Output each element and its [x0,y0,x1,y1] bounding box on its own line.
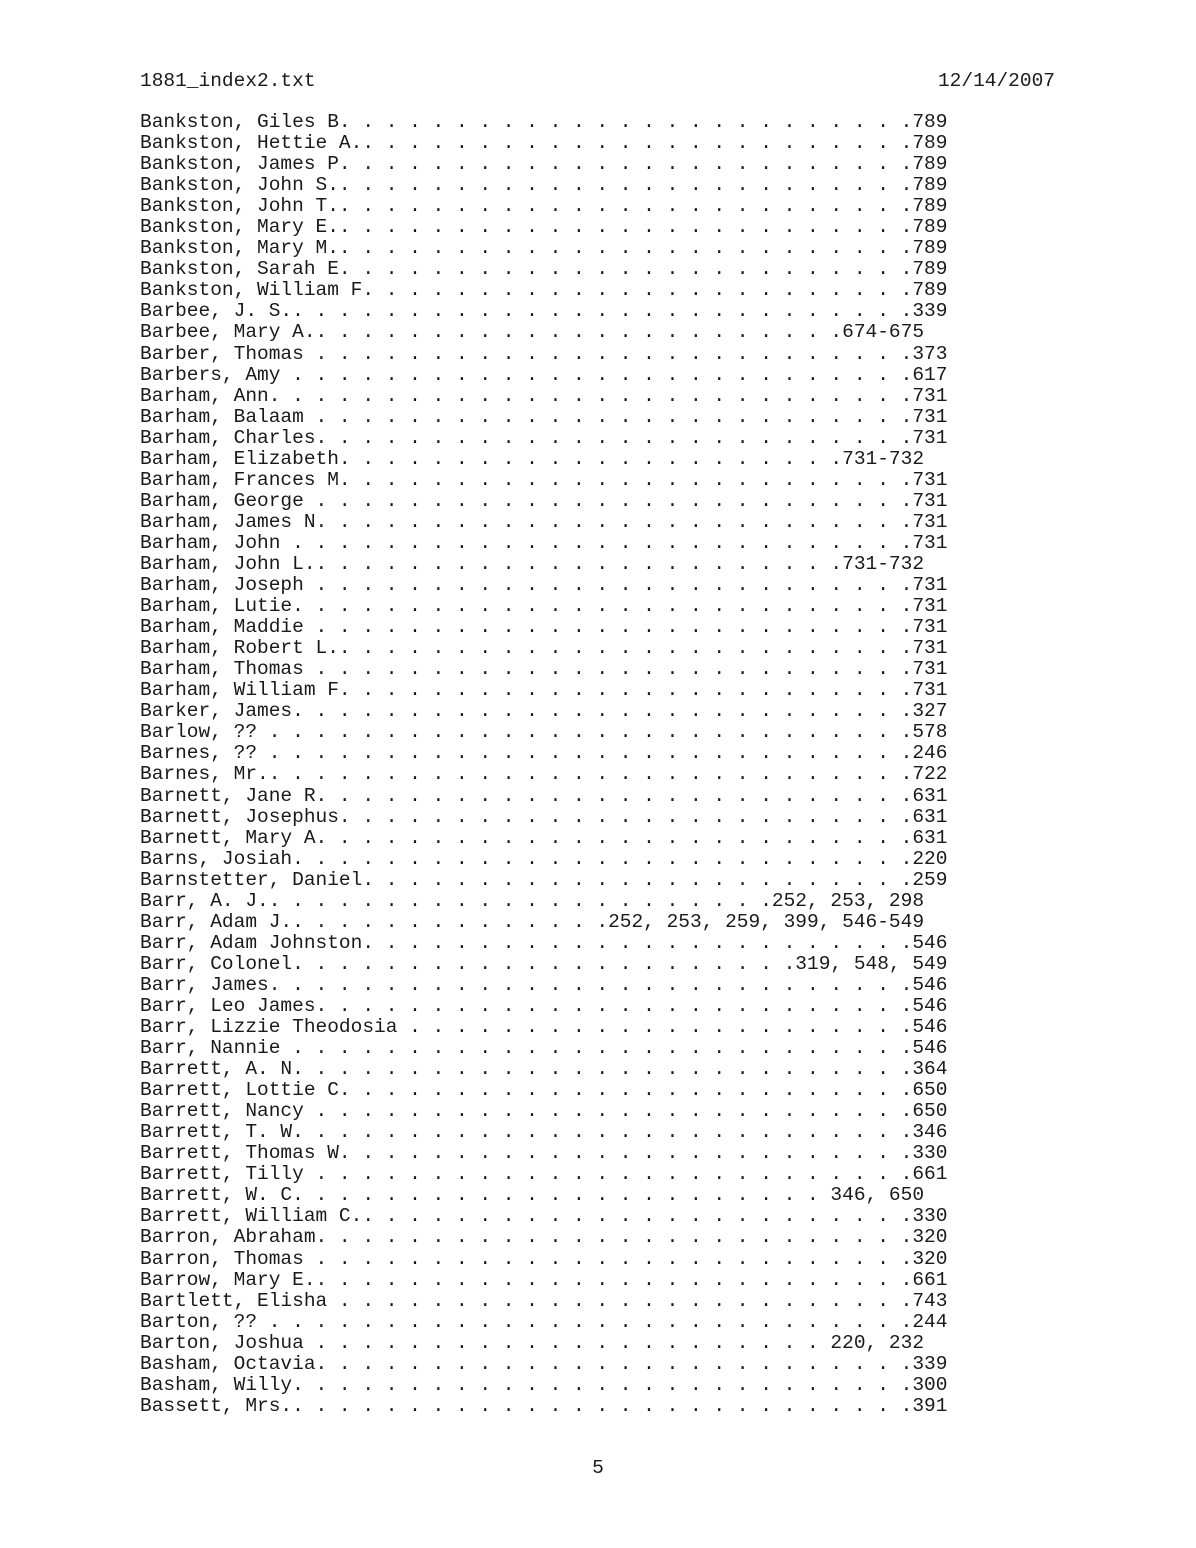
index-entry: Bankston, John T.. . . . . . . . . . . . . . . . . . . . . . . . .789 [140,195,948,218]
index-entry: Barr, Lizzie Theodosia . . . . . . . . . . . . . . . . . . . . . .546 [140,1016,948,1039]
index-entry: Barrett, W. C. . . . . . . . . . . . . . . . . . . . . . . 346, 650 [140,1184,925,1207]
index-entry: Barham, George . . . . . . . . . . . . . . . . . . . . . . . . . .731 [140,489,948,512]
index-entry: Barron, Abraham. . . . . . . . . . . . . . . . . . . . . . . . . .320 [140,1226,948,1249]
print-date: 12/14/2007 [937,70,1055,92]
index-entry: Barnes, Mr.. . . . . . . . . . . . . . . . . . . . . . . . . . . .722 [140,763,948,786]
index-entry: Barr, Nannie . . . . . . . . . . . . . . . . . . . . . . . . . . .546 [140,1037,948,1060]
name-index-list [140,111,948,1417]
index-entry: Barr, James. . . . . . . . . . . . . . . . . . . . . . . . . . . .546 [140,973,948,996]
index-entry: Barnett, Josephus. . . . . . . . . . . . . . . . . . . . . . . . .631 [140,805,948,828]
index-entry: Bankston, William F. . . . . . . . . . . . . . . . . . . . . . . .789 [140,279,948,302]
index-entry: Basham, Octavia. . . . . . . . . . . . . . . . . . . . . . . . . .339 [140,1352,948,1375]
index-entry: Barnstetter, Daniel. . . . . . . . . . . . . . . . . . . . . . . .259 [140,868,948,891]
index-entry: Barham, Lutie. . . . . . . . . . . . . . . . . . . . . . . . . . .731 [140,595,948,618]
index-entry: Barnett, Mary A. . . . . . . . . . . . . . . . . . . . . . . . . .631 [140,826,948,849]
index-entry: Barker, James. . . . . . . . . . . . . . . . . . . . . . . . . . .327 [140,700,948,723]
index-entry: Bankston, John S.. . . . . . . . . . . . . . . . . . . . . . . . .789 [140,174,948,197]
index-entry: Bassett, Mrs.. . . . . . . . . . . . . . . . . . . . . . . . . . .391 [140,1394,948,1417]
index-entry: Barham, Ann. . . . . . . . . . . . . . . . . . . . . . . . . . . .731 [140,384,948,407]
index-entry: Barham, James N. . . . . . . . . . . . . . . . . . . . . . . . . .731 [140,510,948,533]
index-entry: Barham, Charles. . . . . . . . . . . . . . . . . . . . . . . . . .731 [140,426,948,449]
index-entry: Barbee, J. S.. . . . . . . . . . . . . . . . . . . . . . . . . . .339 [140,300,948,323]
index-entry: Barham, John L.. . . . . . . . . . . . . . . . . . . . . . .731-732 [140,552,925,575]
index-entry: Barham, Elizabeth. . . . . . . . . . . . . . . . . . . . . .731-732 [140,447,925,470]
index-entry: Bankston, Giles B. . . . . . . . . . . . . . . . . . . . . . . . .789 [140,111,948,133]
page-header [140,69,1055,93]
page-number: 5 [592,1457,604,1479]
index-entry: Barns, Josiah. . . . . . . . . . . . . . . . . . . . . . . . . . .220 [140,847,948,870]
index-entry: Barton, Joshua . . . . . . . . . . . . . . . . . . . . . . 220, 232 [140,1331,925,1354]
index-entry: Barham, Joseph . . . . . . . . . . . . . . . . . . . . . . . . . .731 [140,574,948,597]
index-entry: Barbee, Mary A.. . . . . . . . . . . . . . . . . . . . . . .674-675 [140,321,925,344]
index-entry: Barr, Leo James. . . . . . . . . . . . . . . . . . . . . . . . . .546 [140,994,948,1017]
index-entry: Barrett, A. N. . . . . . . . . . . . . . . . . . . . . . . . . . .364 [140,1058,948,1081]
index-entry: Barr, Colonel. . . . . . . . . . . . . . . . . . . . . .319, 548, 549 [140,952,948,975]
index-entry: Barrett, Thomas W. . . . . . . . . . . . . . . . . . . . . . . . .330 [140,1142,948,1165]
index-entry: Barlow, ?? . . . . . . . . . . . . . . . . . . . . . . . . . . . .578 [140,721,948,744]
index-entry: Bankston, Mary E.. . . . . . . . . . . . . . . . . . . . . . . . .789 [140,216,948,239]
index-entry: Barham, Robert L.. . . . . . . . . . . . . . . . . . . . . . . . .731 [140,637,948,660]
index-entry: Barbers, Amy . . . . . . . . . . . . . . . . . . . . . . . . . . .617 [140,363,948,386]
index-entry: Barrett, Nancy . . . . . . . . . . . . . . . . . . . . . . . . . .650 [140,1100,948,1123]
index-entry: Barham, Thomas . . . . . . . . . . . . . . . . . . . . . . . . . .731 [140,658,948,681]
index-entry: Barber, Thomas . . . . . . . . . . . . . . . . . . . . . . . . . .373 [140,342,948,365]
index-entry: Barham, Balaam . . . . . . . . . . . . . . . . . . . . . . . . . .731 [140,405,948,428]
index-entry: Barham, William F. . . . . . . . . . . . . . . . . . . . . . . . .731 [140,679,948,702]
index-entry: Bankston, James P. . . . . . . . . . . . . . . . . . . . . . . . .789 [140,153,948,176]
index-entry: Barham, Frances M. . . . . . . . . . . . . . . . . . . . . . . . .731 [140,468,948,491]
index-entry: Barrow, Mary E.. . . . . . . . . . . . . . . . . . . . . . . . . .661 [140,1268,948,1291]
index-entry: Barr, A. J.. . . . . . . . . . . . . . . . . . . . . .252, 253, 298 [140,889,925,912]
index-entry: Basham, Willy. . . . . . . . . . . . . . . . . . . . . . . . . . .300 [140,1373,948,1396]
index-entry: Barr, Adam J.. . . . . . . . . . . . . .252, 253, 259, 399, 546-549 [140,910,925,933]
index-entry: Barron, Thomas . . . . . . . . . . . . . . . . . . . . . . . . . .320 [140,1247,948,1270]
index-entry: Barnett, Jane R. . . . . . . . . . . . . . . . . . . . . . . . . .631 [140,784,948,807]
index-entry: Barr, Adam Johnston. . . . . . . . . . . . . . . . . . . . . . . .546 [140,931,948,954]
index-entry: Barham, Maddie . . . . . . . . . . . . . . . . . . . . . . . . . .731 [140,616,948,639]
index-entry: Bankston, Mary M.. . . . . . . . . . . . . . . . . . . . . . . . .789 [140,237,948,260]
index-entry: Bankston, Sarah E. . . . . . . . . . . . . . . . . . . . . . . . .789 [140,258,948,281]
index-entry: Bartlett, Elisha . . . . . . . . . . . . . . . . . . . . . . . . .743 [140,1289,948,1312]
file-name: 1881_index2.txt [140,70,316,92]
index-entry: Barton, ?? . . . . . . . . . . . . . . . . . . . . . . . . . . . .244 [140,1310,948,1333]
index-entry: Barrett, Lottie C. . . . . . . . . . . . . . . . . . . . . . . . .650 [140,1079,948,1102]
index-entry: Barnes, ?? . . . . . . . . . . . . . . . . . . . . . . . . . . . .246 [140,742,948,765]
index-entry: Barrett, T. W. . . . . . . . . . . . . . . . . . . . . . . . . . .346 [140,1121,948,1144]
index-entry: Bankston, Hettie A.. . . . . . . . . . . . . . . . . . . . . . . .789 [140,132,948,155]
index-entry: Barrett, Tilly . . . . . . . . . . . . . . . . . . . . . . . . . .661 [140,1163,948,1186]
index-entry: Barrett, William C.. . . . . . . . . . . . . . . . . . . . . . . .330 [140,1205,948,1228]
index-entry: Barham, John . . . . . . . . . . . . . . . . . . . . . . . . . . .731 [140,531,948,554]
